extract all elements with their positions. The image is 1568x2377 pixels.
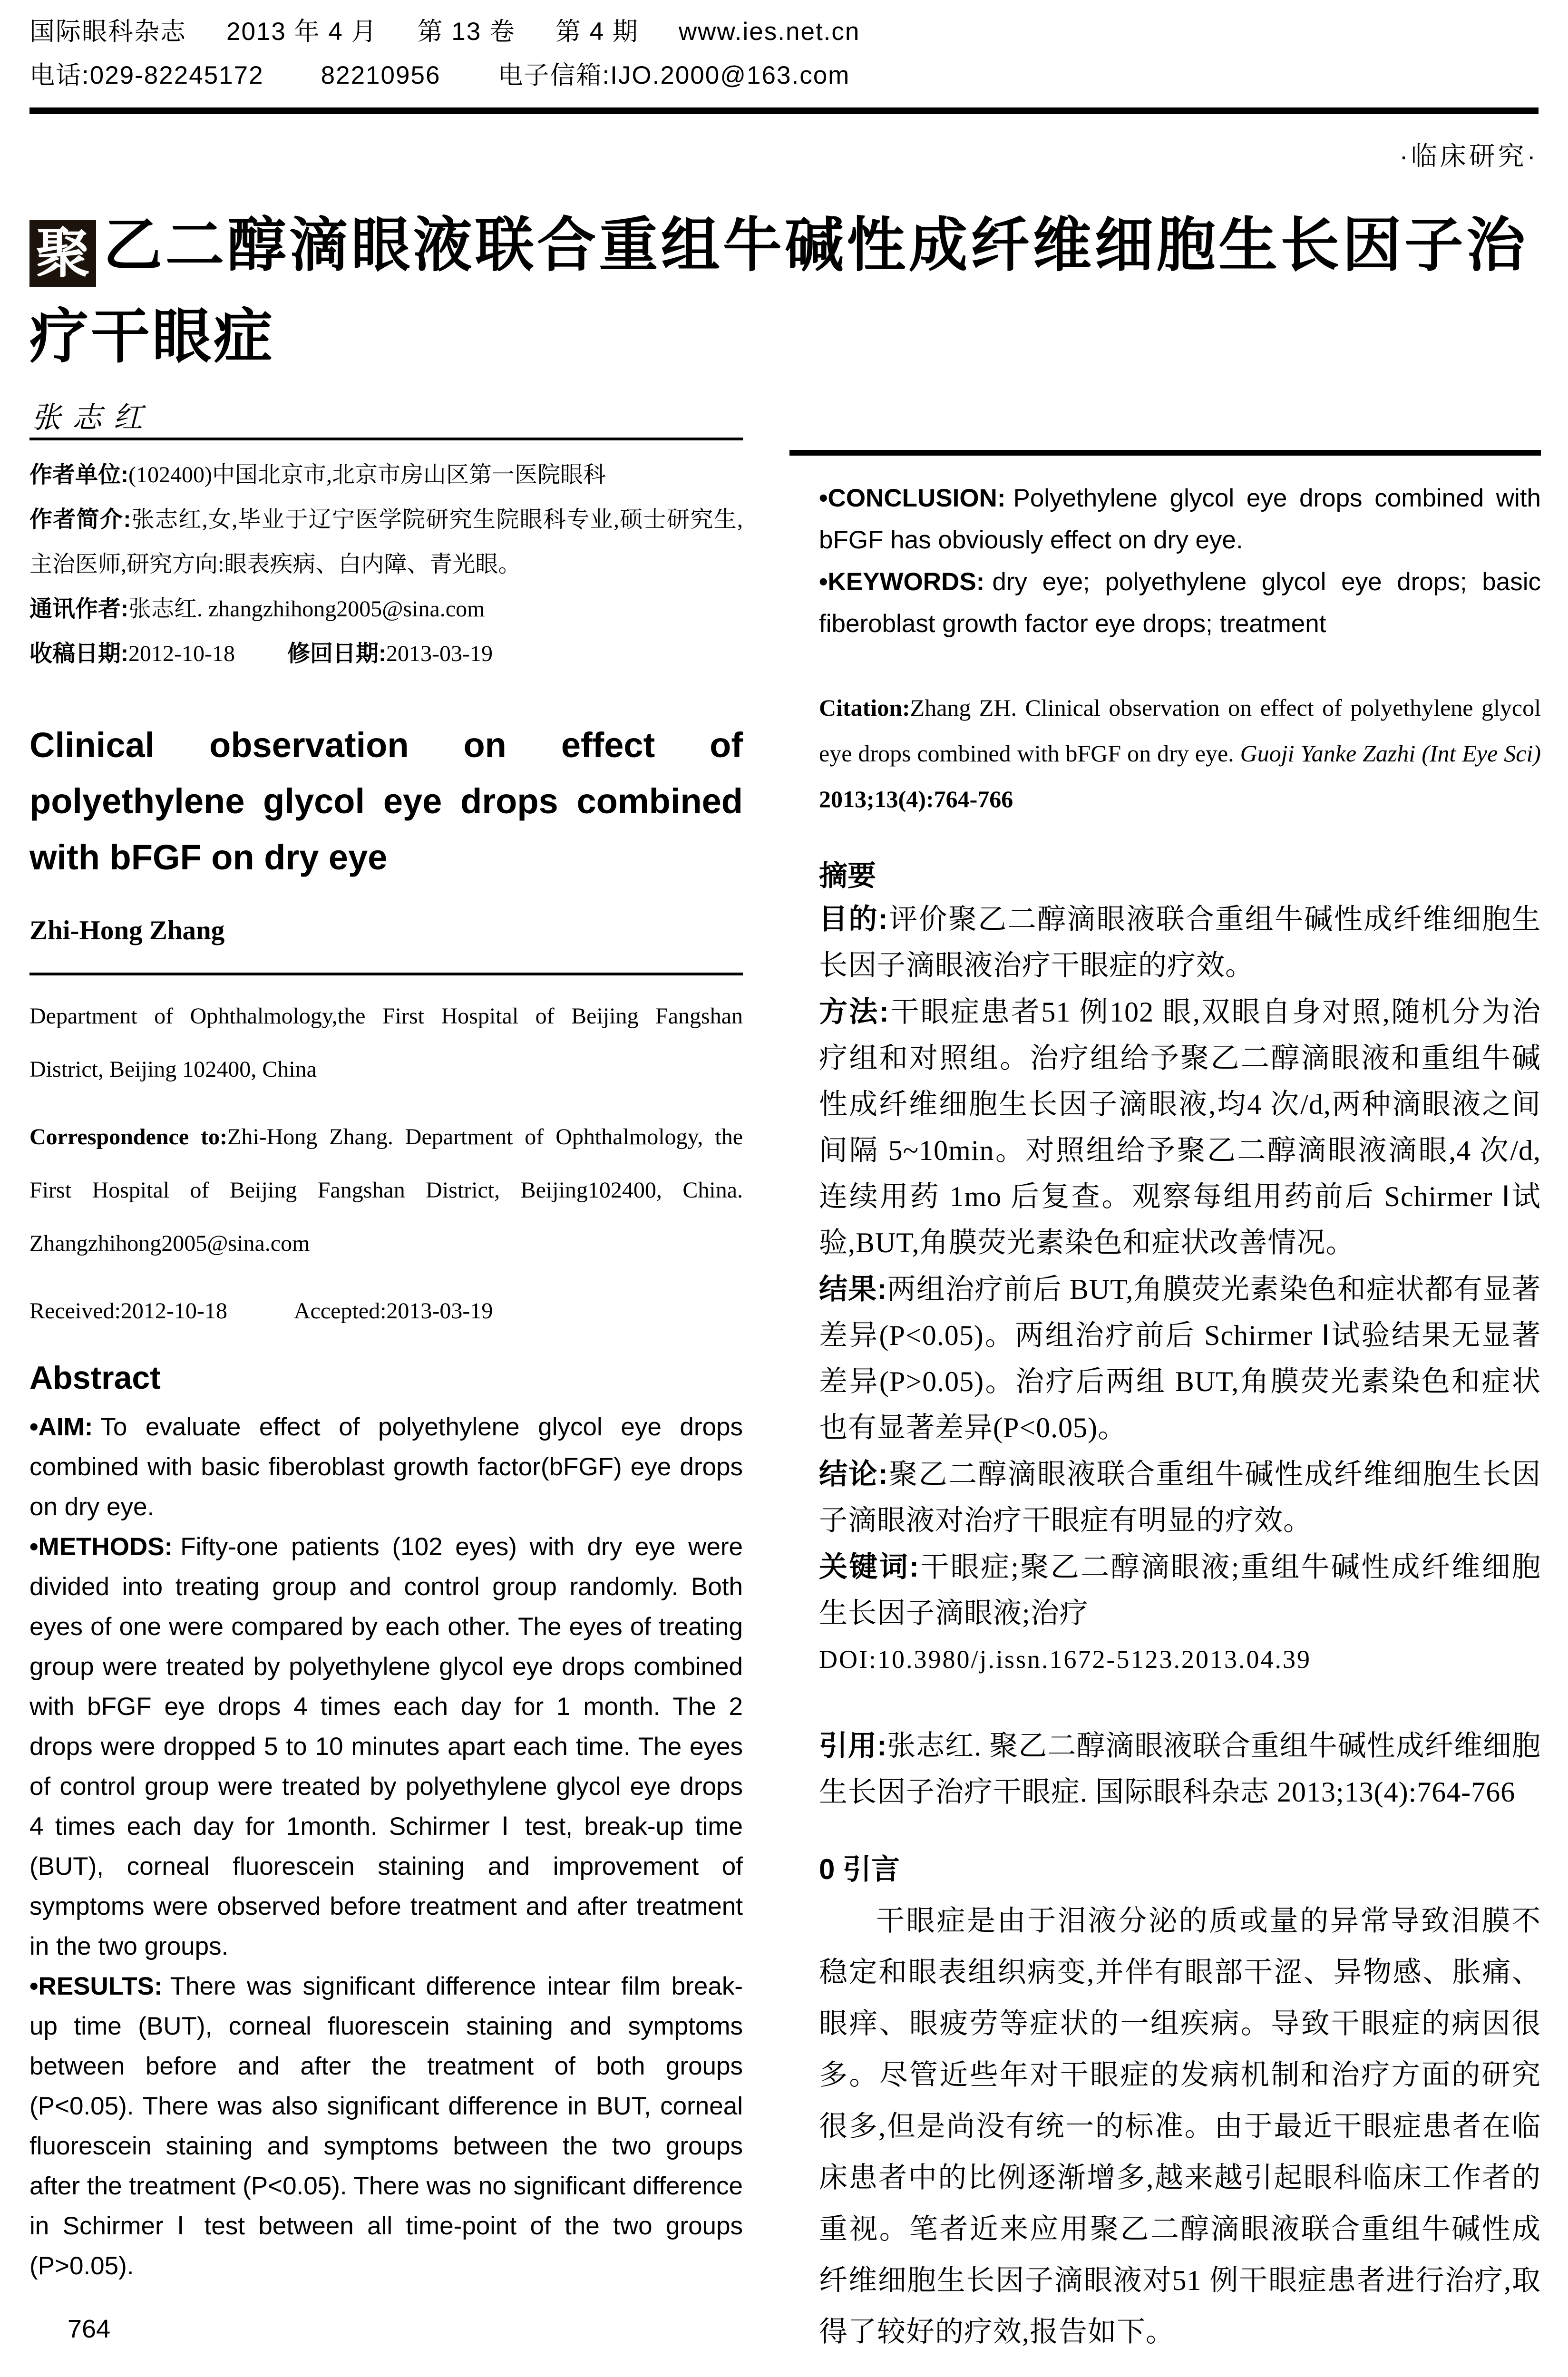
received-date: 2012-10-18 [128, 641, 235, 666]
phone-alt: 82210956 [321, 61, 441, 89]
citation-cn-text: 张志红. 聚乙二醇滴眼液联合重组牛碱性成纤维细胞生长因子治疗干眼症. 国际眼科杂志 2013;13(4):764-766 [819, 1730, 1541, 1808]
abstract-heading: Abstract [29, 1360, 161, 1396]
masthead-line-1 [29, 11, 1539, 48]
results-cn-text: 两组治疗前后 BUT,角膜荧光素染色和症状都有显著差异(P<0.05)。两组治疗前后 Schirmer Ⅰ试验结果无显著差异(P>0.05)。治疗后两组 BUT,角膜荧光素染色和症状也有显著差异(P<0.05)。 [819, 1274, 1541, 1443]
author-name-cn: 张志红 [31, 402, 155, 434]
email: 电子信箱:IJO.2000@163.com [497, 61, 850, 89]
affiliation-footnote [29, 453, 743, 497]
received-date-label: 收稿日期: [29, 641, 128, 666]
author-name-en: Zhi-Hong Zhang [29, 916, 225, 945]
citation-source: Guoji Yanke Zazhi (Int Eye Sci) [1240, 740, 1541, 767]
english-head-rule [29, 973, 743, 975]
author-bio-footnote [29, 497, 743, 587]
results-text: There was significant difference intear film break-up time (BUT), corneal fluorescein staining and symptoms between before and after the treatment of both groups (P<0.05). There was also significant difference in BUT, corneal fluorescein staining and symptoms between the two groups after the treatment (P<0.05). There was no significant difference in Schirmer Ⅰ test between all time-point of the two groups (P>0.05). [29, 1972, 743, 2280]
conclusion-cn-label: 结论: [819, 1458, 888, 1490]
objective-label: 目的: [819, 903, 888, 935]
citation-cn-label: 引用: [819, 1730, 887, 1762]
left-column [29, 438, 743, 2286]
affiliation-label: 作者单位: [29, 462, 128, 487]
title-drop-cap: 聚 [29, 220, 96, 287]
methods-cn-paragraph [819, 989, 1541, 1266]
journal-website: www.ies.net.cn [678, 18, 860, 46]
article-title-en: Clinical observation on effect of polyethylene glycol eye drops combined with bFGF on dry eye [29, 725, 743, 877]
section-tag: ·临床研究· [1399, 141, 1539, 171]
abstract-cn-heading: 摘要 [819, 860, 876, 892]
methods-label: •METHODS: [29, 1533, 173, 1561]
citation-paragraph [819, 685, 1541, 822]
keywords-cn-text: 干眼症;聚乙二醇滴眼液;重组牛碱性成纤维细胞生长因子滴眼液;治疗 [819, 1551, 1541, 1629]
corresponding-author-footnote [29, 587, 743, 632]
volume: 第 13 卷 [417, 18, 516, 46]
methods-paragraph [29, 1527, 743, 1967]
keywords-cn-label: 关键词: [819, 1551, 920, 1583]
methods-cn-label: 方法: [819, 996, 889, 1028]
received-en: Received:2012-10-18 [29, 1298, 227, 1324]
conclusion-cn-text: 聚乙二醇滴眼液联合重组牛碱性成纤维细胞生长因子滴眼液对治疗干眼症有明显的疗效。 [819, 1459, 1541, 1536]
citation-cn-paragraph [819, 1723, 1541, 1815]
corresponding-author-text: 张志红. zhangzhihong2005@sina.com [128, 596, 485, 622]
correspondence-label: Correspondence to: [29, 1124, 227, 1150]
conclusion-cn-paragraph [819, 1451, 1541, 1544]
citation-ref: 2013;13(4):764-766 [819, 786, 1013, 812]
right-column [819, 450, 1541, 2358]
introduction-heading: 0 引言 [819, 1853, 900, 1885]
citation-label: Citation: [819, 694, 910, 721]
objective-paragraph [819, 896, 1541, 989]
results-cn-label: 结果: [819, 1273, 887, 1305]
affiliation-text: (102400)中国北京市,北京市房山区第一医院眼科 [128, 462, 606, 487]
methods-text: Fifty-one patients (102 eyes) with dry eye were divided into treating group and control group randomly. Both eyes of one were compared by each other. The eyes of treating group were treated by polyethylene glycol eye drops combined with bFGF eye drops 4 times each day for 1 month. The 2 drops were dropped 5 to 10 minutes apart each time. The eyes of control group were treated by polyethylene glycol eye drops 4 times each day for 1month. Schirmer Ⅰ test, break-up time (BUT), corneal fluorescein staining and improvement of symptoms were observed before treatment and after treatment in the two groups. [29, 1533, 743, 1960]
revised-date-label: 修回日期: [287, 641, 386, 666]
objective-text: 评价聚乙二醇滴眼液联合重组牛碱性成纤维细胞生长因子滴眼液治疗干眼症的疗效。 [819, 904, 1541, 981]
citation-text: Zhang ZH. Clinical observation on effect of polyethylene glycol eye drops combined with bFGF on dry eye. [819, 694, 1541, 767]
journal-name: 国际眼科杂志 [29, 18, 186, 46]
keywords-cn-paragraph [819, 1544, 1541, 1637]
masthead-rule [29, 107, 1539, 114]
introduction-paragraph: 干眼症是由于泪液分泌的质或量的异常导致泪膜不稳定和眼表组织病变,并伴有眼部干涩、异物感、胀痛、眼痒、眼疲劳等症状的一组疾病。导致干眼症的病因很多。尽管近些年对干眼症的发病机制和治疗方面的研究很多,但是尚没有统一的标准。由于最近干眼症患者在临床患者中的比例逐渐增多,越来越引起眼科临床工作者的重视。笔者近来应用聚乙二醇滴眼液联合重组牛碱性成纤维细胞生长因子滴眼液对51 例干眼症患者进行治疗,取得了较好的疗效,报告如下。 [819, 1905, 1541, 2348]
keywords-paragraph [819, 561, 1541, 645]
revised-date: 2013-03-19 [386, 641, 493, 666]
author-bio-label: 作者简介: [29, 507, 131, 532]
doi-line: DOI:10.3980/j.issn.1672-5123.2013.04.39 [819, 1645, 1311, 1674]
author-bio-text: 张志红,女,毕业于辽宁医学院研究生院眼科专业,硕士研究生,主治医师,研究方向:眼表疾病、白内障、青光眼。 [29, 507, 743, 577]
keywords-text: dry eye; polyethylene glycol eye drops; basic fiberoblast growth factor eye drops; treatment [819, 568, 1541, 638]
corresponding-author-label: 通讯作者: [29, 596, 128, 622]
correspondence-paragraph [29, 1111, 743, 1270]
conclusion-text: Polyethylene glycol eye drops combined with bFGF has obviously effect on dry eye. [819, 484, 1541, 554]
article-title-cn [29, 200, 1528, 382]
aim-label: •AIM: [29, 1413, 93, 1441]
results-cn-paragraph [819, 1266, 1541, 1451]
aim-text: To evaluate effect of polyethylene glycol eye drops combined with basic fiberoblast growth factor(bFGF) eye drops on dry eye. [29, 1413, 743, 1521]
correspondence-text: Zhi-Hong Zhang. Department of Ophthalmology, the First Hospital of Beijing Fangshan District, Beijing102400, China. Zhangzhihong2005@sina.com [29, 1124, 743, 1256]
results-paragraph [29, 1967, 743, 2286]
issue-number: 第 4 期 [555, 18, 639, 46]
results-label: •RESULTS: [29, 1972, 163, 2000]
masthead [29, 11, 1539, 173]
aim-paragraph [29, 1407, 743, 1527]
footnote-rule [29, 438, 743, 440]
accepted-en: Accepted:2013-03-19 [293, 1298, 493, 1324]
conclusion-paragraph [819, 477, 1541, 561]
dates-footnote [29, 632, 743, 676]
phone: 电话:029-82245172 [29, 61, 264, 89]
conclusion-label: •CONCLUSION: [819, 484, 1006, 512]
issue-date: 2013 年 4 月 [226, 18, 378, 46]
page-number: 764 [68, 2315, 111, 2343]
keywords-label: •KEYWORDS: [819, 568, 985, 596]
masthead-line-2 [29, 55, 1539, 91]
received-accepted-line [29, 1285, 743, 1338]
methods-cn-text: 干眼症患者51 例102 眼,双眼自身对照,随机分为治疗组和对照组。治疗组给予聚乙二醇滴眼液和重组牛碱性成纤维细胞生长因子滴眼液,均4 次/d,两种滴眼液之间间隔 5~10min。对照组给予聚乙二醇滴眼液滴眼,4 次/d,连续用药 1mo 后复查。观察每组用药前后 Schirmer Ⅰ试验,BUT,角膜荧光素染色和症状改善情况。 [819, 996, 1541, 1258]
title-text: 乙二醇滴眼液联合重组牛碱性成纤维细胞生长因子治疗干眼症 [29, 213, 1528, 370]
affiliation-en: Department of Ophthalmology,the First Hospital of Beijing Fangshan District, Beijing 102400, China [29, 1003, 743, 1082]
right-column-rule [789, 450, 1541, 456]
